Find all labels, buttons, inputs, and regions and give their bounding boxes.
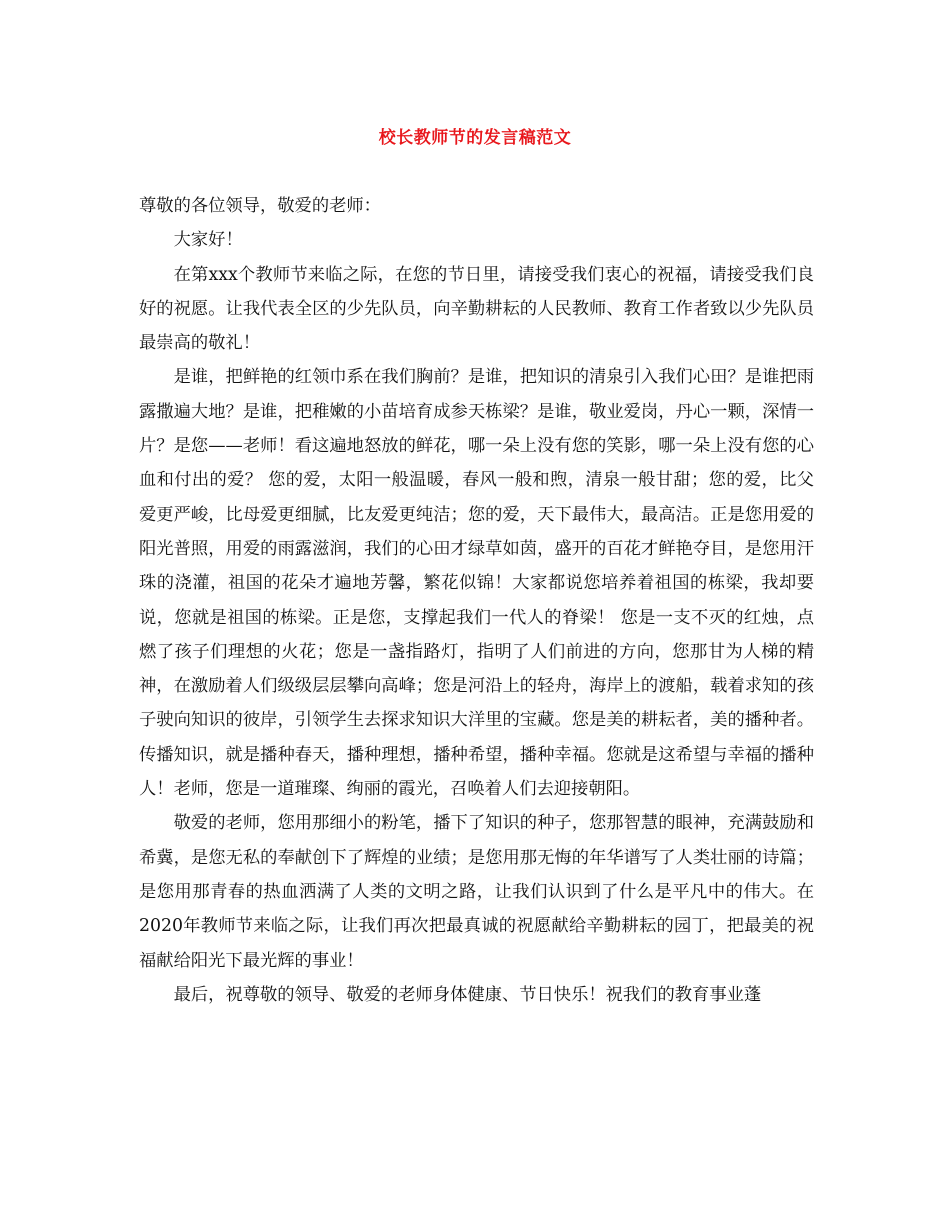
body-paragraph: 是谁，把鲜艳的红领巾系在我们胸前？是谁，把知识的清泉引入我们心田？是谁把雨露撒遍大地？是谁，把稚嫩的小苗培育成参天栋梁？是谁，敬业爱岗，丹心一颗，深情一片？是您——老师！看这遍地怒放的鲜花，哪一朵上没有您的笑影，哪一朵上没有您的心血和付出的爱？ 您的爱，太阳一般温暖，春风一般和煦，清泉一般甘甜；您的爱，比父爱更严峻，比母爱更细腻，比友爱更纯洁；您的爱，天下最伟大，最高洁。正是您用爱的阳光普照，用爱的雨露滋润，我们的心田才绿草如茵，盛开的百花才鲜艳夺目，是您用汗珠的浇灌，祖国的花朵才遍地芳馨，繁花似锦！大家都说您培养着祖国的栋梁，我却要说，您就是祖国的栋梁。正是您，支撑起我们一代人的脊梁！ 您是一支不灭的红烛，点燃了孩子们理想的火花；您是一盏指路灯，指明了人们前进的方向，您那甘为人梯的精神，在激励着人们级级层层攀向高峰；您是河沿上的轻舟，海岸上的渡船，载着求知的孩子驶向知识的彼岸，引领学生去探求知识大洋里的宝藏。您是美的耕耘者，美的播种者。传播知识，就是播种春天，播种理想，播种希望，播种幸福。您就是这希望与幸福的播种人！老师，您是一道璀璨、绚丽的霞光，召唤着人们去迎接朝阳。: [139, 367, 814, 800]
document-title: 校长教师节的发言稿范文: [378, 128, 572, 148]
closing-paragraph: 最后，祝尊敬的领导、敬爱的老师身体健康、节日快乐！祝我们的教育事业蓬: [173, 984, 762, 1005]
salutation-paragraph: 尊敬的各位领导，敬爱的老师：: [139, 196, 381, 216]
greeting-paragraph: 大家好！: [173, 230, 243, 251]
document-body: [139, 189, 814, 1012]
body-paragraph: 敬爱的老师，您用那细小的粉笔，播下了知识的种子，您那智慧的眼神，充满鼓励和希冀，是您无私的奉献创下了辉煌的业绩；是您用那无悔的年华谱写了人类壮丽的诗篇；是您用那青春的热血洒满了人类的文明之路，让我们认识到了什么是平凡中的伟大。在2020年教师节来临之际，让我们再次把最真诚的祝愿献给辛勤耕耘的园丁，把最美的祝福献给阳光下最光辉的事业！: [139, 813, 814, 971]
body-paragraph: 在第xxx个教师节来临之际，在您的节日里，请接受我们衷心的祝福，请接受我们良好的祝愿。让我代表全区的少先队员，向辛勤耕耘的人民教师、教育工作者致以少先队员最崇高的敬礼！: [139, 264, 814, 354]
